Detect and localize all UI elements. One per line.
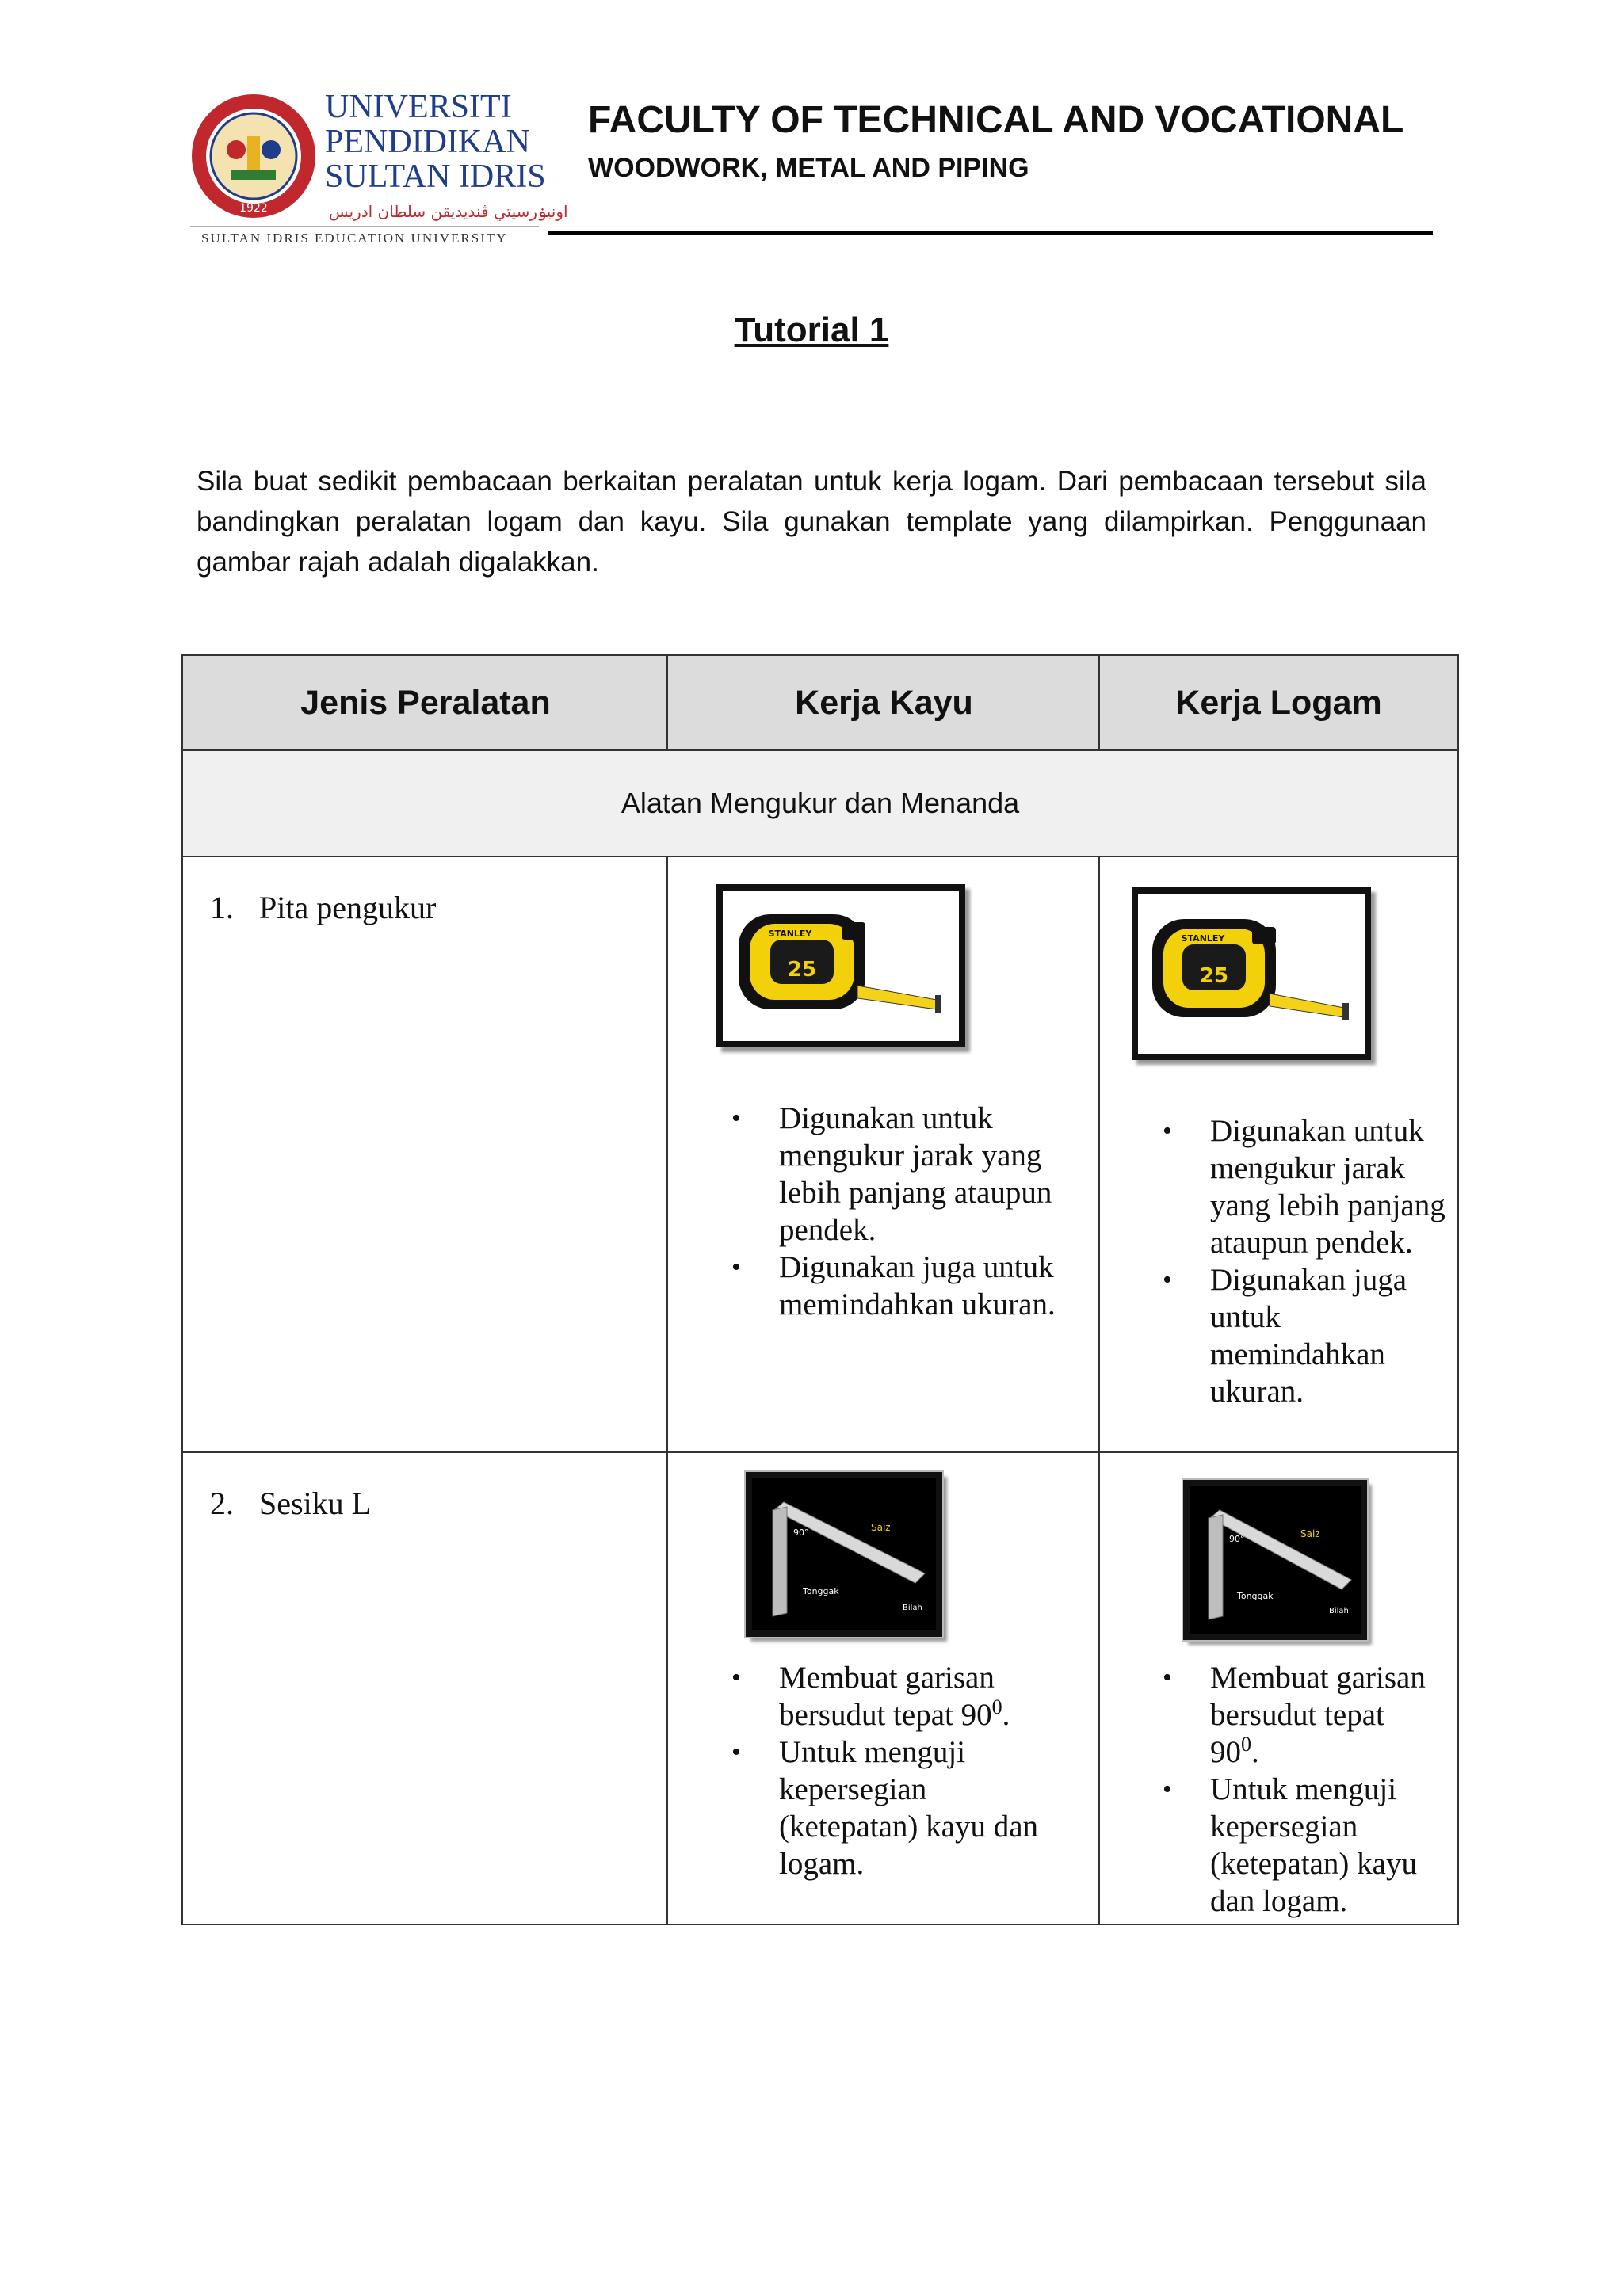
superscript-zero: 0 [1241, 1733, 1251, 1756]
list-item: • Digunakan untuk mengukur jarak yang lebih panjang ataupun pendek. [1163, 1112, 1448, 1261]
list-item: • Membuat garisan bersudut tepat $90^0$. [731, 1659, 1048, 1733]
tape-brand-label: STANLEY [768, 929, 812, 939]
row-divider-1 [183, 1451, 1457, 1453]
measuring-tape-icon [723, 891, 959, 1041]
try-square-icon [1190, 1486, 1361, 1634]
logo-jawi-text: اونيۏرسيتي ڤنديديقن سلطان ادريس [329, 202, 568, 221]
section-row: Alatan Mengukur dan Menanda [183, 751, 1457, 856]
logo-line-1: UNIVERSITI [325, 89, 512, 125]
header-kerja-logam: Kerja Logam [1100, 656, 1457, 751]
row-2-number: 2. [210, 1486, 234, 1521]
logo-divider [190, 226, 539, 227]
col-divider-1 [666, 856, 668, 1925]
square-blade-label: Bilah [1329, 1607, 1349, 1615]
row-1-logam-list [1163, 1112, 1448, 1410]
list-item: • Digunakan juga untuk memindahkan ukuran. [731, 1249, 1072, 1323]
logo-english-text: SULTAN IDRIS EDUCATION UNIVERSITY [201, 231, 508, 246]
row-1-tool-name: Pita pengukur [259, 890, 437, 925]
tape-size-label: 25 [787, 958, 817, 982]
square-blade-size-label: Saiz [1300, 1528, 1320, 1539]
row-1-number: 1. [210, 890, 234, 925]
measuring-tape-image-kayu [716, 884, 965, 1047]
row-1-label [210, 889, 436, 926]
logo-line-3: SULTAN IDRIS [325, 158, 546, 195]
university-emblem-icon [190, 93, 317, 219]
page-title: Tutorial 1 [734, 311, 889, 349]
try-square-image-logam [1183, 1480, 1367, 1640]
row-divider-section [183, 856, 1457, 857]
col-divider-2 [1098, 856, 1100, 1925]
faculty-subtitle: WOODWORK, METAL AND PIPING [588, 153, 1029, 183]
measuring-tape-image-logam [1132, 887, 1371, 1060]
try-square-icon [752, 1478, 936, 1630]
square-angle-label: 90° [793, 1527, 809, 1538]
measuring-tape-icon [1138, 894, 1365, 1054]
tape-brand-label: STANLEY [1181, 933, 1225, 944]
list-item: • Digunakan juga untuk memindahkan ukuran. [1163, 1261, 1448, 1410]
square-blade-size-label: Saiz [871, 1522, 891, 1533]
col-divider-1-header [666, 656, 668, 751]
logo-line-2: PENDIDIKAN [325, 124, 530, 160]
list-item: • Digunakan untuk mengukur jarak yang lebih panjang ataupun pendek. [731, 1100, 1072, 1249]
faculty-title: FACULTY OF TECHNICAL AND VOCATIONAL [588, 99, 1404, 141]
row-2-kayu-list [731, 1659, 1048, 1882]
row-2-logam-list [1163, 1659, 1440, 1920]
square-stock-label: Tonggak [803, 1586, 839, 1596]
header-rule [548, 231, 1433, 235]
university-logo [190, 83, 568, 250]
tape-size-label: 25 [1199, 964, 1229, 988]
list-item: • Untuk menguji kepersegian (ketepatan) kayu dan logam. [731, 1733, 1048, 1882]
row-2-tool-name: Sesiku L [259, 1486, 372, 1521]
header-jenis-peralatan: Jenis Peralatan [183, 656, 668, 751]
emblem-year: 1922 [239, 202, 268, 215]
row-1-kayu-list [731, 1100, 1072, 1323]
comparison-table [181, 654, 1459, 1925]
intro-paragraph: Sila buat sedikit pembacaan berkaitan peralatan untuk kerja logam. Dari pembacaan tersebut sila bandingkan peralatan logam dan kayu. Sila gunakan template yang dilampirkan. Penggunaan gambar rajah adalah digalakkan. [197, 466, 1426, 578]
square-angle-label: 90° [1229, 1534, 1245, 1544]
try-square-image-kayu [746, 1472, 942, 1637]
header-kerja-kayu: Kerja Kayu [668, 656, 1100, 751]
logo-wordmark [325, 90, 547, 194]
square-blade-label: Bilah [903, 1604, 922, 1612]
list-item: • Membuat garisan bersudut tepat $90^0$. [1163, 1659, 1440, 1771]
square-stock-label: Tonggak [1237, 1591, 1274, 1601]
col-divider-2-header [1098, 656, 1100, 751]
list-item: • Untuk menguji kepersegian (ketepatan) kayu dan logam. [1163, 1771, 1440, 1920]
superscript-zero: 0 [991, 1695, 1002, 1718]
row-2-label [210, 1485, 371, 1522]
